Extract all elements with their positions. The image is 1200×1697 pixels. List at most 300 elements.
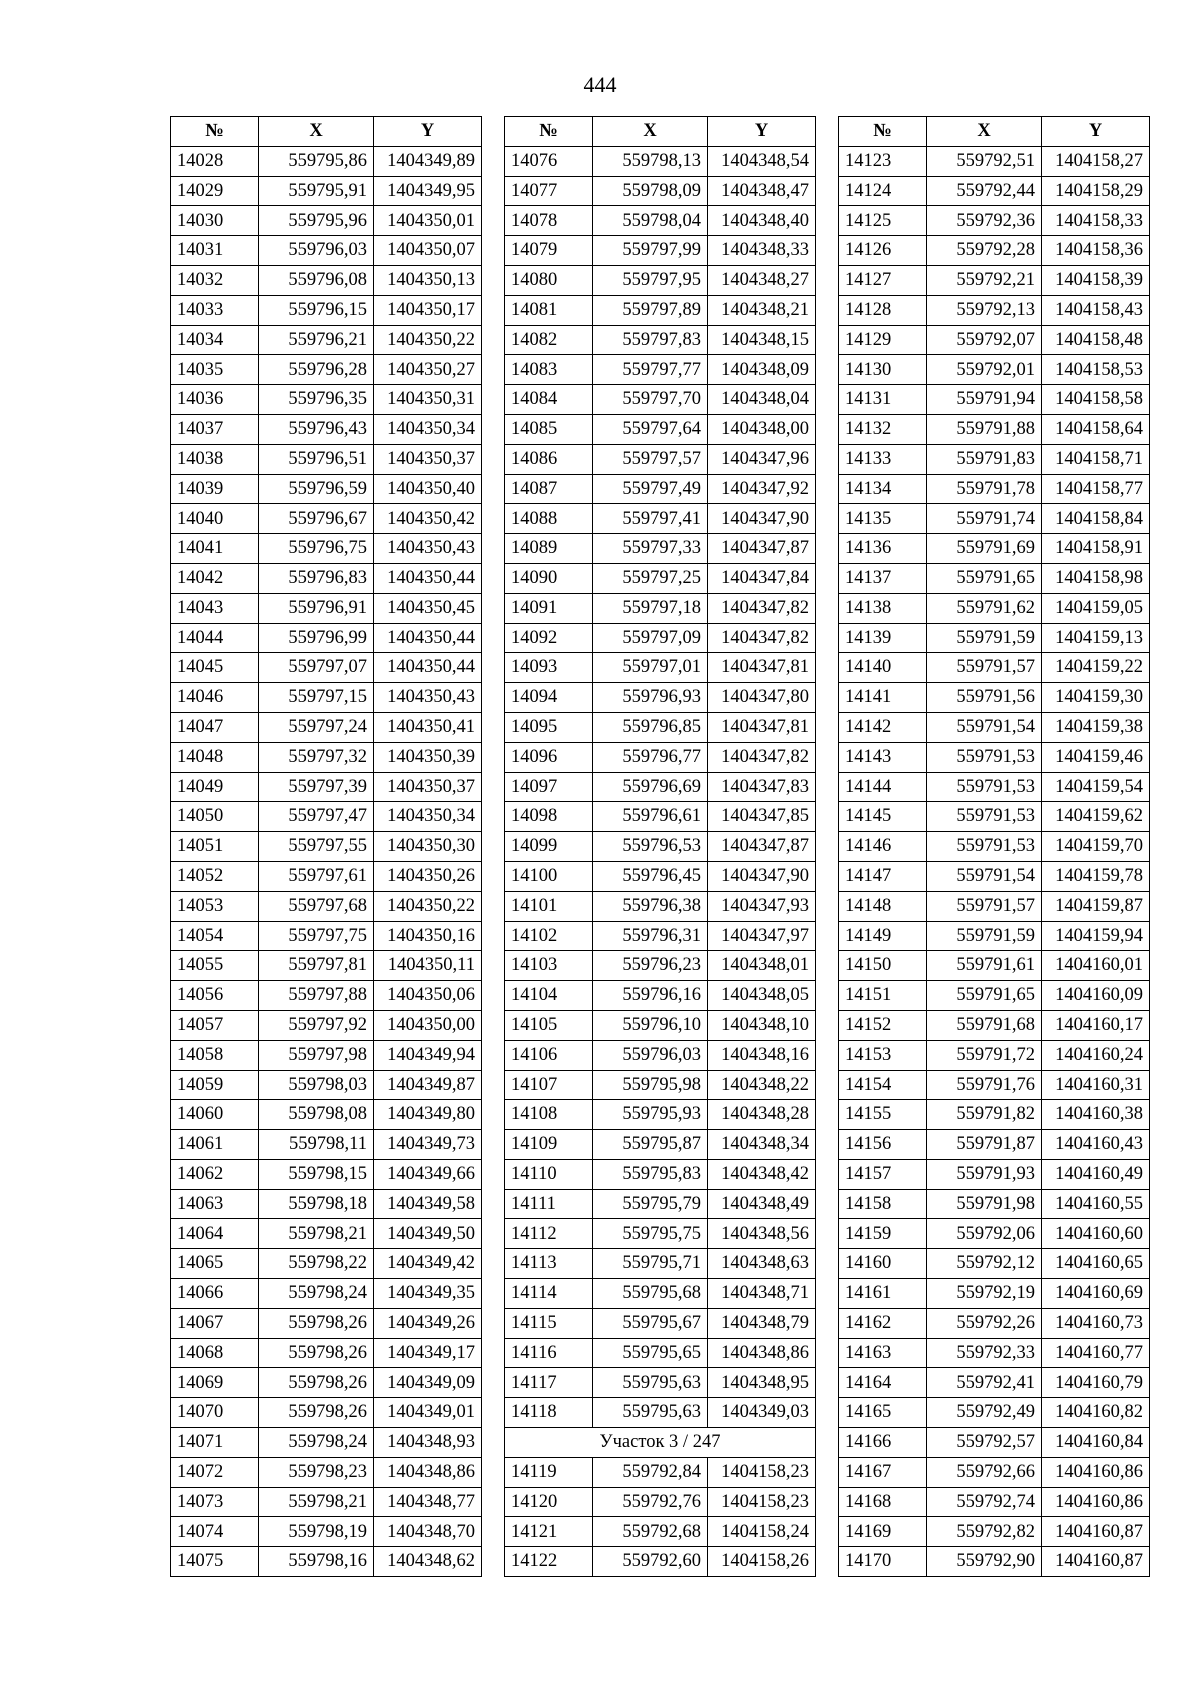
x-coordinate-cell: 559797,95	[593, 265, 708, 295]
header-row	[171, 117, 482, 147]
x-coordinate-cell: 559792,60	[593, 1547, 708, 1577]
y-coordinate-cell: 1404348,70	[374, 1517, 482, 1547]
point-number-cell: 14149	[839, 921, 927, 951]
table-row	[171, 265, 482, 295]
x-coordinate-cell: 559792,49	[927, 1398, 1042, 1428]
table-row	[505, 1398, 816, 1428]
y-coordinate-cell: 1404158,24	[708, 1517, 816, 1547]
point-number-cell: 14145	[839, 802, 927, 832]
table-row	[505, 1249, 816, 1279]
y-coordinate-cell: 1404349,17	[374, 1338, 482, 1368]
point-number-cell: 14163	[839, 1338, 927, 1368]
x-coordinate-cell: 559798,03	[259, 1070, 374, 1100]
y-coordinate-cell: 1404350,17	[374, 295, 482, 325]
y-coordinate-cell: 1404348,77	[374, 1487, 482, 1517]
y-coordinate-cell: 1404158,77	[1042, 474, 1150, 504]
y-coordinate-cell: 1404350,01	[374, 206, 482, 236]
y-coordinate-cell: 1404158,29	[1042, 176, 1150, 206]
point-number-cell: 14057	[171, 1010, 259, 1040]
table-row	[839, 683, 1150, 713]
y-coordinate-cell: 1404350,44	[374, 563, 482, 593]
x-coordinate-cell: 559795,79	[593, 1189, 708, 1219]
y-coordinate-cell: 1404347,96	[708, 444, 816, 474]
point-number-cell: 14170	[839, 1547, 927, 1577]
y-coordinate-cell: 1404348,47	[708, 176, 816, 206]
table-row	[171, 1130, 482, 1160]
x-coordinate-cell: 559792,90	[927, 1547, 1042, 1577]
y-coordinate-cell: 1404159,94	[1042, 921, 1150, 951]
table-row	[839, 355, 1150, 385]
y-coordinate-cell: 1404350,34	[374, 802, 482, 832]
table-row	[171, 1249, 482, 1279]
y-coordinate-cell: 1404350,45	[374, 593, 482, 623]
x-coordinate-cell: 559796,28	[259, 355, 374, 385]
table-row	[839, 1130, 1150, 1160]
y-coordinate-cell: 1404348,33	[708, 236, 816, 266]
y-coordinate-cell: 1404350,13	[374, 265, 482, 295]
y-coordinate-cell: 1404348,49	[708, 1189, 816, 1219]
table-row	[505, 593, 816, 623]
table-row	[839, 1457, 1150, 1487]
x-coordinate-cell: 559791,54	[927, 861, 1042, 891]
x-coordinate-cell: 559791,83	[927, 444, 1042, 474]
x-coordinate-cell: 559797,98	[259, 1040, 374, 1070]
table-row	[839, 1547, 1150, 1577]
point-number-cell: 14106	[505, 1040, 593, 1070]
y-coordinate-cell: 1404158,23	[708, 1457, 816, 1487]
point-number-cell: 14069	[171, 1368, 259, 1398]
x-coordinate-cell: 559796,83	[259, 563, 374, 593]
x-coordinate-cell: 559796,23	[593, 951, 708, 981]
x-coordinate-cell: 559797,41	[593, 504, 708, 534]
x-coordinate-cell: 559798,26	[259, 1368, 374, 1398]
x-coordinate-cell: 559797,33	[593, 534, 708, 564]
x-coordinate-cell: 559798,11	[259, 1130, 374, 1160]
y-coordinate-cell: 1404158,53	[1042, 355, 1150, 385]
point-number-cell: 14032	[171, 265, 259, 295]
x-coordinate-cell: 559791,74	[927, 504, 1042, 534]
coordinates-table-1	[170, 116, 482, 1577]
y-coordinate-cell: 1404347,80	[708, 683, 816, 713]
y-coordinate-cell: 1404159,22	[1042, 653, 1150, 683]
point-number-cell: 14073	[171, 1487, 259, 1517]
table-row	[839, 1517, 1150, 1547]
point-number-cell: 14031	[171, 236, 259, 266]
y-coordinate-cell: 1404158,64	[1042, 414, 1150, 444]
y-coordinate-cell: 1404349,73	[374, 1130, 482, 1160]
table-row	[505, 504, 816, 534]
table-row	[171, 176, 482, 206]
table-row	[839, 1100, 1150, 1130]
table-row	[505, 891, 816, 921]
x-coordinate-cell: 559798,04	[593, 206, 708, 236]
point-number-cell: 14165	[839, 1398, 927, 1428]
x-coordinate-cell: 559798,23	[259, 1457, 374, 1487]
table-row	[171, 742, 482, 772]
table-row	[171, 1100, 482, 1130]
x-coordinate-cell: 559797,64	[593, 414, 708, 444]
table-row	[839, 1398, 1150, 1428]
point-number-cell: 14147	[839, 861, 927, 891]
point-number-cell: 14115	[505, 1308, 593, 1338]
table-row	[505, 355, 816, 385]
point-number-cell: 14135	[839, 504, 927, 534]
y-coordinate-cell: 1404348,22	[708, 1070, 816, 1100]
y-coordinate-cell: 1404350,44	[374, 623, 482, 653]
point-number-cell: 14075	[171, 1547, 259, 1577]
x-coordinate-cell: 559796,51	[259, 444, 374, 474]
x-coordinate-cell: 559797,32	[259, 742, 374, 772]
x-coordinate-cell: 559795,63	[593, 1398, 708, 1428]
table-row	[839, 593, 1150, 623]
y-coordinate-cell: 1404348,86	[374, 1457, 482, 1487]
x-coordinate-cell: 559798,13	[593, 146, 708, 176]
point-number-cell: 14151	[839, 981, 927, 1011]
point-number-cell: 14081	[505, 295, 593, 325]
point-number-cell: 14062	[171, 1159, 259, 1189]
y-coordinate-cell: 1404350,11	[374, 951, 482, 981]
table-row	[839, 623, 1150, 653]
point-number-cell: 14096	[505, 742, 593, 772]
x-coordinate-cell: 559796,38	[593, 891, 708, 921]
y-coordinate-cell: 1404347,81	[708, 653, 816, 683]
table-row	[839, 236, 1150, 266]
table-row	[839, 1279, 1150, 1309]
x-coordinate-cell: 559791,93	[927, 1159, 1042, 1189]
y-coordinate-cell: 1404159,30	[1042, 683, 1150, 713]
x-coordinate-cell: 559796,21	[259, 325, 374, 355]
x-coordinate-cell: 559798,24	[259, 1428, 374, 1458]
header-number: №	[171, 117, 259, 147]
point-number-cell: 14093	[505, 653, 593, 683]
x-coordinate-cell: 559796,15	[259, 295, 374, 325]
table-row	[171, 295, 482, 325]
point-number-cell: 14061	[171, 1130, 259, 1160]
point-number-cell: 14098	[505, 802, 593, 832]
y-coordinate-cell: 1404349,95	[374, 176, 482, 206]
table-row	[839, 176, 1150, 206]
x-coordinate-cell: 559795,67	[593, 1308, 708, 1338]
y-coordinate-cell: 1404349,80	[374, 1100, 482, 1130]
point-number-cell: 14104	[505, 981, 593, 1011]
table-row	[505, 802, 816, 832]
x-coordinate-cell: 559797,99	[593, 236, 708, 266]
point-number-cell: 14169	[839, 1517, 927, 1547]
x-coordinate-cell: 559791,65	[927, 981, 1042, 1011]
point-number-cell: 14156	[839, 1130, 927, 1160]
x-coordinate-cell: 559792,84	[593, 1457, 708, 1487]
table-row	[839, 951, 1150, 981]
x-coordinate-cell: 559796,31	[593, 921, 708, 951]
table-row	[171, 921, 482, 951]
point-number-cell: 14119	[505, 1457, 593, 1487]
x-coordinate-cell: 559791,76	[927, 1070, 1042, 1100]
y-coordinate-cell: 1404350,41	[374, 712, 482, 742]
point-number-cell: 14043	[171, 593, 259, 623]
point-number-cell: 14168	[839, 1487, 927, 1517]
table-row	[839, 206, 1150, 236]
y-coordinate-cell: 1404350,06	[374, 981, 482, 1011]
table-row	[505, 146, 816, 176]
point-number-cell: 14076	[505, 146, 593, 176]
x-coordinate-cell: 559798,26	[259, 1338, 374, 1368]
point-number-cell: 14144	[839, 772, 927, 802]
y-coordinate-cell: 1404158,27	[1042, 146, 1150, 176]
y-coordinate-cell: 1404347,93	[708, 891, 816, 921]
point-number-cell: 14044	[171, 623, 259, 653]
table-row	[839, 325, 1150, 355]
table-row	[839, 146, 1150, 176]
point-number-cell: 14072	[171, 1457, 259, 1487]
y-coordinate-cell: 1404350,31	[374, 385, 482, 415]
point-number-cell: 14040	[171, 504, 259, 534]
y-coordinate-cell: 1404158,43	[1042, 295, 1150, 325]
x-coordinate-cell: 559791,62	[927, 593, 1042, 623]
point-number-cell: 14099	[505, 832, 593, 862]
table-row	[171, 772, 482, 802]
table-row	[505, 563, 816, 593]
y-coordinate-cell: 1404160,86	[1042, 1487, 1150, 1517]
point-number-cell: 14085	[505, 414, 593, 444]
x-coordinate-cell: 559791,65	[927, 563, 1042, 593]
table-row	[171, 1010, 482, 1040]
point-number-cell: 14097	[505, 772, 593, 802]
x-coordinate-cell: 559797,07	[259, 653, 374, 683]
table-row	[505, 474, 816, 504]
x-coordinate-cell: 559797,49	[593, 474, 708, 504]
point-number-cell: 14064	[171, 1219, 259, 1249]
table-row	[839, 1428, 1150, 1458]
point-number-cell: 14113	[505, 1249, 593, 1279]
point-number-cell: 14112	[505, 1219, 593, 1249]
point-number-cell: 14125	[839, 206, 927, 236]
x-coordinate-cell: 559791,88	[927, 414, 1042, 444]
x-coordinate-cell: 559797,24	[259, 712, 374, 742]
point-number-cell: 14051	[171, 832, 259, 862]
point-number-cell: 14160	[839, 1249, 927, 1279]
point-number-cell: 14139	[839, 623, 927, 653]
table-row	[171, 206, 482, 236]
x-coordinate-cell: 559795,83	[593, 1159, 708, 1189]
x-coordinate-cell: 559797,70	[593, 385, 708, 415]
table-row	[839, 385, 1150, 415]
table-row	[839, 802, 1150, 832]
point-number-cell: 14042	[171, 563, 259, 593]
y-coordinate-cell: 1404349,89	[374, 146, 482, 176]
x-coordinate-cell: 559791,54	[927, 712, 1042, 742]
x-coordinate-cell: 559792,57	[927, 1428, 1042, 1458]
point-number-cell: 14034	[171, 325, 259, 355]
x-coordinate-cell: 559792,26	[927, 1308, 1042, 1338]
point-number-cell: 14133	[839, 444, 927, 474]
point-number-cell: 14137	[839, 563, 927, 593]
point-number-cell: 14122	[505, 1547, 593, 1577]
x-coordinate-cell: 559797,83	[593, 325, 708, 355]
point-number-cell: 14078	[505, 206, 593, 236]
header-row	[839, 117, 1150, 147]
table-row	[505, 1308, 816, 1338]
x-coordinate-cell: 559792,13	[927, 295, 1042, 325]
table-row	[505, 712, 816, 742]
table-row	[171, 1368, 482, 1398]
y-coordinate-cell: 1404349,58	[374, 1189, 482, 1219]
y-coordinate-cell: 1404348,00	[708, 414, 816, 444]
point-number-cell: 14159	[839, 1219, 927, 1249]
x-coordinate-cell: 559791,57	[927, 891, 1042, 921]
y-coordinate-cell: 1404158,48	[1042, 325, 1150, 355]
y-coordinate-cell: 1404348,95	[708, 1368, 816, 1398]
point-number-cell: 14124	[839, 176, 927, 206]
table-row	[171, 355, 482, 385]
point-number-cell: 14066	[171, 1279, 259, 1309]
table-row	[839, 414, 1150, 444]
y-coordinate-cell: 1404159,05	[1042, 593, 1150, 623]
y-coordinate-cell: 1404349,66	[374, 1159, 482, 1189]
x-coordinate-cell: 559796,03	[259, 236, 374, 266]
point-number-cell: 14161	[839, 1279, 927, 1309]
x-coordinate-cell: 559796,61	[593, 802, 708, 832]
x-coordinate-cell: 559791,53	[927, 832, 1042, 862]
x-coordinate-cell: 559791,68	[927, 1010, 1042, 1040]
point-number-cell: 14158	[839, 1189, 927, 1219]
table-row	[839, 1308, 1150, 1338]
x-coordinate-cell: 559791,87	[927, 1130, 1042, 1160]
x-coordinate-cell: 559797,15	[259, 683, 374, 713]
point-number-cell: 14127	[839, 265, 927, 295]
table-row	[505, 1279, 816, 1309]
point-number-cell: 14136	[839, 534, 927, 564]
table-row	[505, 1547, 816, 1577]
point-number-cell: 14048	[171, 742, 259, 772]
table-row	[171, 474, 482, 504]
point-number-cell: 14067	[171, 1308, 259, 1338]
x-coordinate-cell: 559795,71	[593, 1249, 708, 1279]
y-coordinate-cell: 1404159,62	[1042, 802, 1150, 832]
table-row	[171, 981, 482, 1011]
header-row	[505, 117, 816, 147]
y-coordinate-cell: 1404347,85	[708, 802, 816, 832]
point-number-cell: 14082	[505, 325, 593, 355]
table-row	[171, 1159, 482, 1189]
x-coordinate-cell: 559791,59	[927, 921, 1042, 951]
point-number-cell: 14036	[171, 385, 259, 415]
point-number-cell: 14128	[839, 295, 927, 325]
x-coordinate-cell: 559795,98	[593, 1070, 708, 1100]
y-coordinate-cell: 1404347,82	[708, 742, 816, 772]
point-number-cell: 14138	[839, 593, 927, 623]
point-number-cell: 14086	[505, 444, 593, 474]
table-row	[171, 1308, 482, 1338]
y-coordinate-cell: 1404350,37	[374, 444, 482, 474]
y-coordinate-cell: 1404349,35	[374, 1279, 482, 1309]
y-coordinate-cell: 1404348,56	[708, 1219, 816, 1249]
x-coordinate-cell: 559797,77	[593, 355, 708, 385]
point-number-cell: 14152	[839, 1010, 927, 1040]
table-row	[505, 265, 816, 295]
x-coordinate-cell: 559798,24	[259, 1279, 374, 1309]
table-row	[171, 504, 482, 534]
x-coordinate-cell: 559792,01	[927, 355, 1042, 385]
x-coordinate-cell: 559795,91	[259, 176, 374, 206]
x-coordinate-cell: 559796,16	[593, 981, 708, 1011]
table-row	[505, 325, 816, 355]
table-row	[505, 1040, 816, 1070]
y-coordinate-cell: 1404348,93	[374, 1428, 482, 1458]
y-coordinate-cell: 1404349,94	[374, 1040, 482, 1070]
header-y: Y	[374, 117, 482, 147]
y-coordinate-cell: 1404160,55	[1042, 1189, 1150, 1219]
y-coordinate-cell: 1404348,10	[708, 1010, 816, 1040]
point-number-cell: 14046	[171, 683, 259, 713]
point-number-cell: 14037	[171, 414, 259, 444]
x-coordinate-cell: 559797,68	[259, 891, 374, 921]
x-coordinate-cell: 559792,21	[927, 265, 1042, 295]
y-coordinate-cell: 1404160,87	[1042, 1547, 1150, 1577]
x-coordinate-cell: 559798,21	[259, 1487, 374, 1517]
x-coordinate-cell: 559796,75	[259, 534, 374, 564]
x-coordinate-cell: 559796,77	[593, 742, 708, 772]
point-number-cell: 14116	[505, 1338, 593, 1368]
x-coordinate-cell: 559797,18	[593, 593, 708, 623]
x-coordinate-cell: 559791,69	[927, 534, 1042, 564]
table-row	[171, 1428, 482, 1458]
y-coordinate-cell: 1404160,60	[1042, 1219, 1150, 1249]
y-coordinate-cell: 1404350,26	[374, 861, 482, 891]
point-number-cell: 14126	[839, 236, 927, 266]
point-number-cell: 14121	[505, 1517, 593, 1547]
table-row	[171, 1487, 482, 1517]
table-row	[839, 653, 1150, 683]
y-coordinate-cell: 1404160,09	[1042, 981, 1150, 1011]
point-number-cell: 14050	[171, 802, 259, 832]
point-number-cell: 14134	[839, 474, 927, 504]
table-row	[171, 832, 482, 862]
y-coordinate-cell: 1404349,50	[374, 1219, 482, 1249]
point-number-cell: 14038	[171, 444, 259, 474]
table-row	[505, 623, 816, 653]
x-coordinate-cell: 559796,35	[259, 385, 374, 415]
point-number-cell: 14131	[839, 385, 927, 415]
y-coordinate-cell: 1404158,26	[708, 1547, 816, 1577]
y-coordinate-cell: 1404349,01	[374, 1398, 482, 1428]
table-row	[505, 1010, 816, 1040]
y-coordinate-cell: 1404160,65	[1042, 1249, 1150, 1279]
point-number-cell: 14029	[171, 176, 259, 206]
x-coordinate-cell: 559791,94	[927, 385, 1042, 415]
y-coordinate-cell: 1404348,79	[708, 1308, 816, 1338]
x-coordinate-cell: 559798,21	[259, 1219, 374, 1249]
x-coordinate-cell: 559797,61	[259, 861, 374, 891]
table-row	[505, 414, 816, 444]
y-coordinate-cell: 1404348,09	[708, 355, 816, 385]
point-number-cell: 14049	[171, 772, 259, 802]
x-coordinate-cell: 559796,08	[259, 265, 374, 295]
table-row	[839, 563, 1150, 593]
x-coordinate-cell: 559797,09	[593, 623, 708, 653]
y-coordinate-cell: 1404350,39	[374, 742, 482, 772]
point-number-cell: 14155	[839, 1100, 927, 1130]
point-number-cell: 14105	[505, 1010, 593, 1040]
point-number-cell: 14071	[171, 1428, 259, 1458]
table-row	[839, 1159, 1150, 1189]
table-row	[505, 1368, 816, 1398]
y-coordinate-cell: 1404350,30	[374, 832, 482, 862]
x-coordinate-cell: 559791,78	[927, 474, 1042, 504]
y-coordinate-cell: 1404347,84	[708, 563, 816, 593]
table-row	[171, 593, 482, 623]
point-number-cell: 14088	[505, 504, 593, 534]
y-coordinate-cell: 1404349,09	[374, 1368, 482, 1398]
